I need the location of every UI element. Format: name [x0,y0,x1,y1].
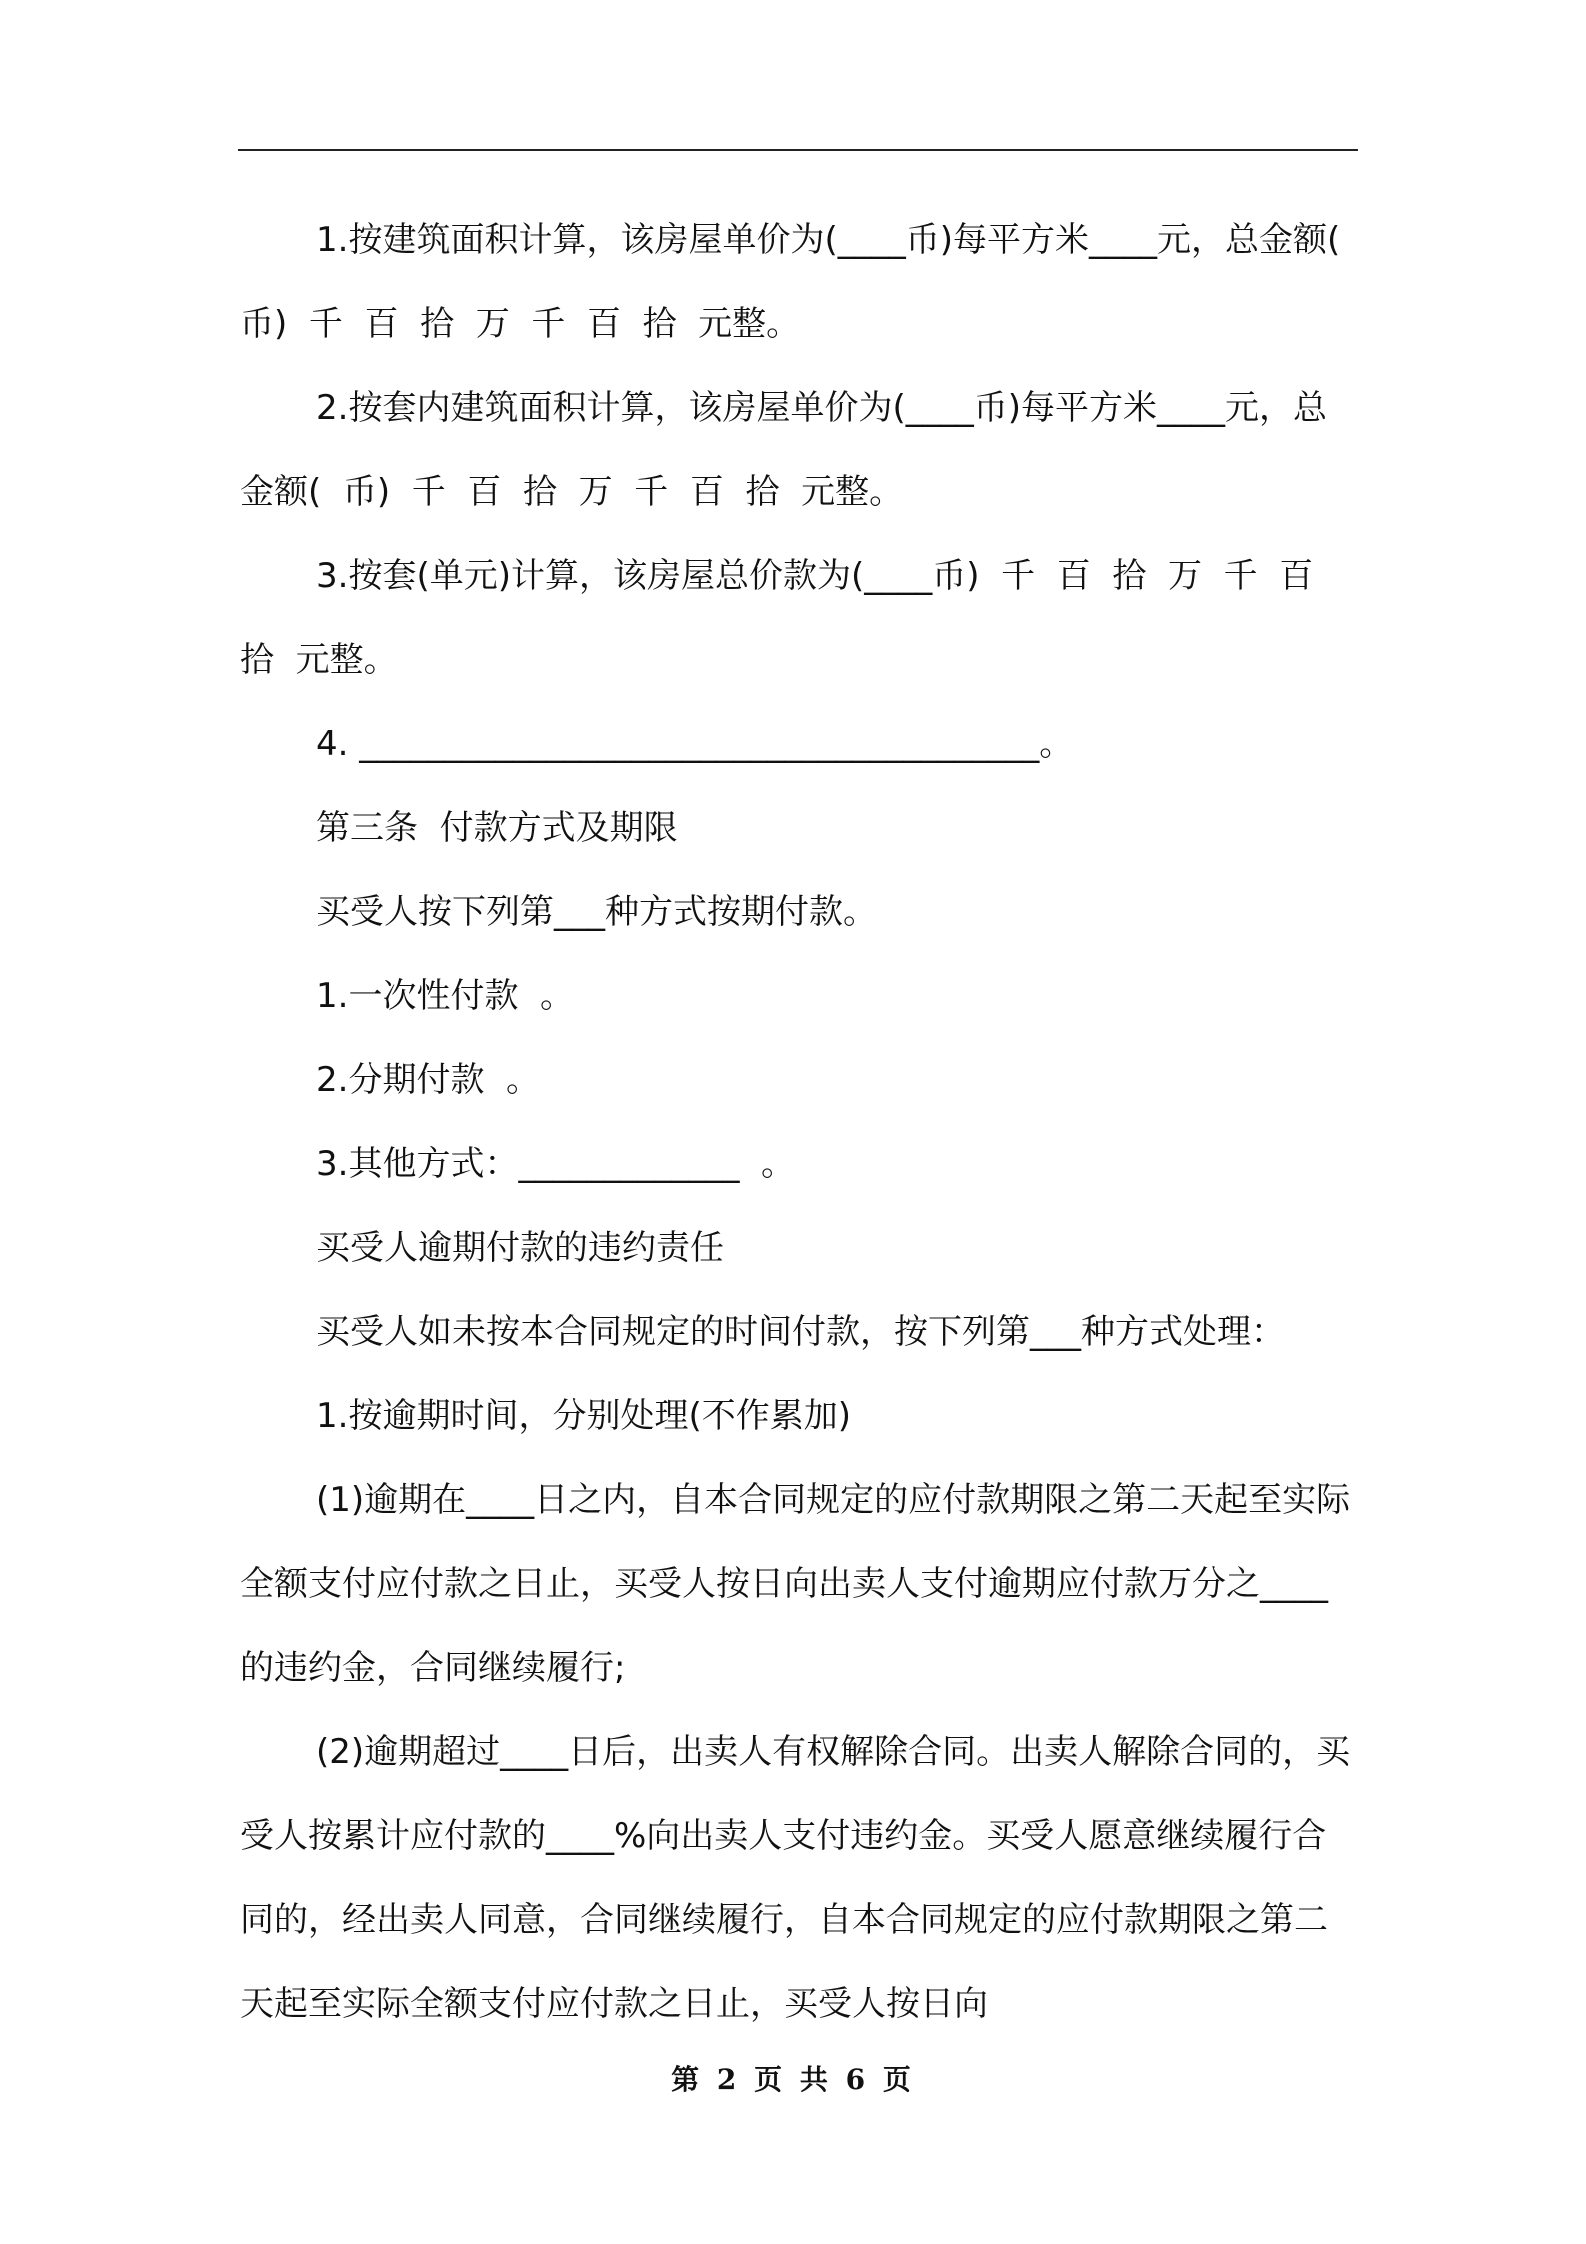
section-heading-payment: 第三条 付款方式及期限 [316,808,678,848]
paragraph-by-overdue-time: 1.按逾期时间，分别处理(不作累加) [316,1396,851,1436]
header-divider [238,149,1358,151]
paragraph-late-handling: 买受人如未按本合同规定的时间付款，按下列第___种方式处理： [316,1312,1285,1352]
paragraph-payment-choice: 买受人按下列第___种方式按期付款。 [316,892,877,932]
paragraph-other-method: 3.其他方式：_____________ 。 [316,1144,796,1184]
paragraph-inner-area-price: 2.按套内建筑面积计算，该房屋单价为(____币)每平方米____元，总金额( 币) 千 百 拾 万 千 百 拾 元整。 [240,388,1327,512]
paragraph-lump-sum: 1.一次性付款 。 [316,976,575,1016]
paragraph-unit-price: 3.按套(单元)计算，该房屋总价款为(____币) 千 百 拾 万 千 百 拾 元整。 [240,556,1335,680]
paragraph-other-price: 4. ________________________________________。 [316,724,1074,764]
paragraph-overdue-within: (1)逾期在____日之内，自本合同规定的应付款期限之第二天起至实际全额支付应付款之日止，买受人按日向出卖人支付逾期应付款万分之____的违约金，合同继续履行; [240,1480,1351,1688]
paragraph-overdue-beyond: (2)逾期超过____日后，出卖人有权解除合同。出卖人解除合同的，买受人按累计应付款的____%向出卖人支付违约金。买受人愿意继续履行合同的，经出卖人同意，合同继续履行，自本合同规定的应付款期限之第二天起至实际全额支付应付款之日止，买受人按日向 [240,1732,1351,2024]
paragraph-area-price: 1.按建筑面积计算，该房屋单价为(____币)每平方米____元，总金额( 币) 千 百 拾 万 千 百 拾 元整。 [240,220,1362,344]
page-footer: 第 2 页 共 6 页 [671,2063,915,2096]
paragraph-installment: 2.分期付款 。 [316,1060,541,1100]
document-body [240,198,1360,2046]
paragraph-late-liability-heading: 买受人逾期付款的违约责任 [316,1228,724,1268]
